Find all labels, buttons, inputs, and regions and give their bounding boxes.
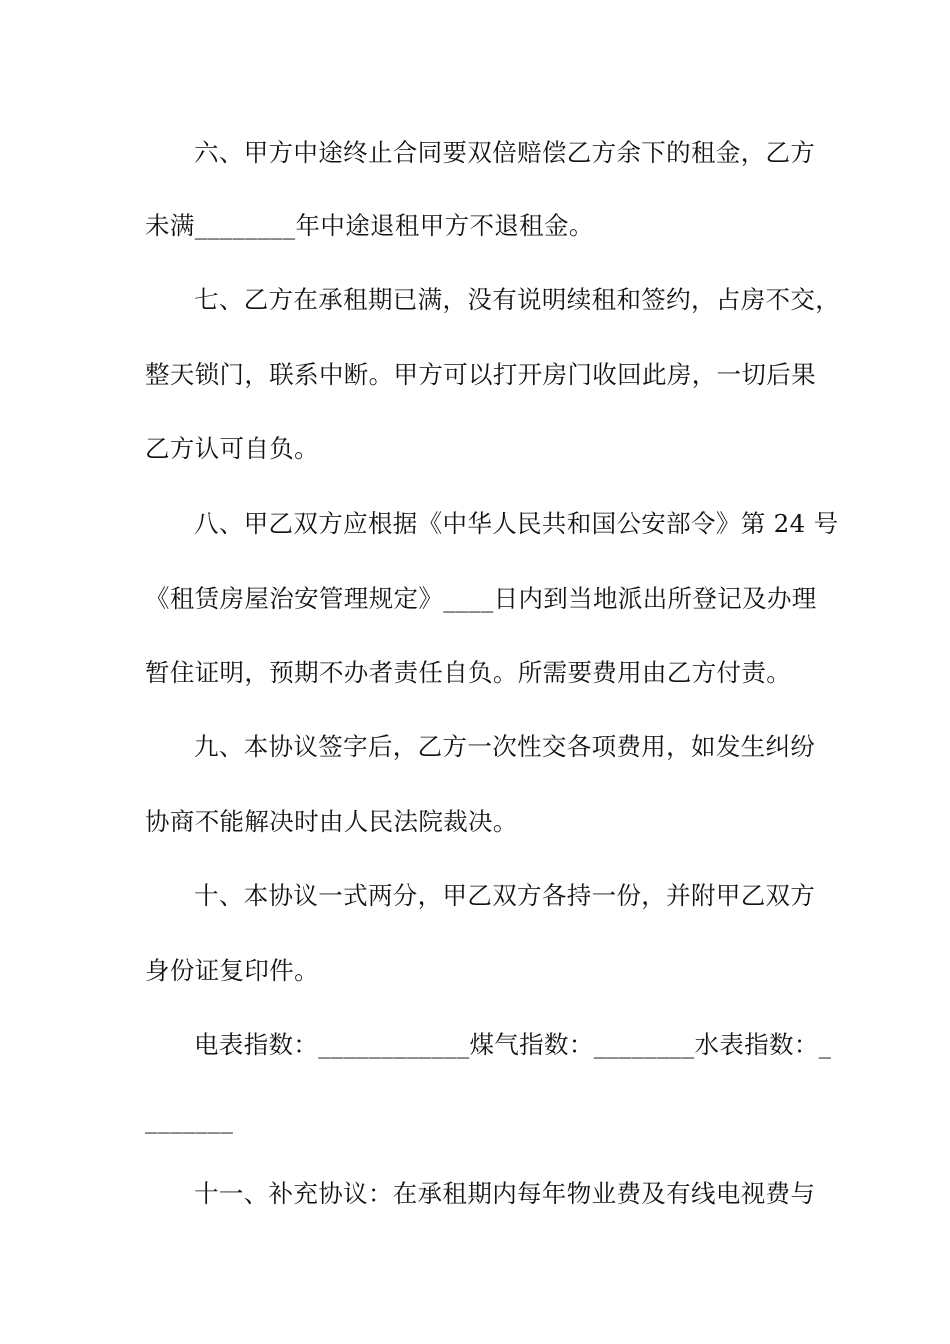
meter-readings-line-2: _______: [145, 1105, 234, 1134]
clause-11-line-1: 十一、补充协议：在承租期内每年物业费及有线电视费与: [194, 1179, 816, 1208]
clause-7-line-1: 七、乙方在承租期已满，没有说明续租和签约，占房不交，: [194, 285, 841, 314]
clause-8-line-3: 暂住证明，预期不办者责任自负。所需要费用由乙方付责。: [145, 658, 792, 687]
clause-9-line-2: 协商不能解决时由人民法院裁决。: [145, 807, 518, 836]
clause-10-line-1: 十、本协议一式两分，甲乙双方各持一份，并附甲乙双方: [194, 881, 816, 910]
clause-6-line-1: 六、甲方中途终止合同要双倍赔偿乙方余下的租金，乙方: [194, 138, 816, 167]
clause-6-line-2: 未满________年中途退租甲方不退租金。: [145, 211, 594, 240]
clause-9-line-1: 九、本协议签字后，乙方一次性交各项费用，如发生纠纷: [194, 732, 816, 761]
clause-8-line-2: 《租赁房屋治安管理规定》____日内到当地派出所登记及办理: [145, 584, 817, 613]
clause-8-line-1: 八、甲乙双方应根据《中华人民共和国公安部令》第 24 号: [194, 509, 839, 538]
clause-10-line-2: 身份证复印件。: [145, 956, 319, 985]
meter-readings-line-1: 电表指数：____________煤气指数：________水表指数：_: [194, 1030, 832, 1059]
clause-7-line-2: 整天锁门，联系中断。甲方可以打开房门收回此房，一切后果: [145, 360, 816, 389]
clause-7-line-3: 乙方认可自负。: [145, 434, 319, 463]
